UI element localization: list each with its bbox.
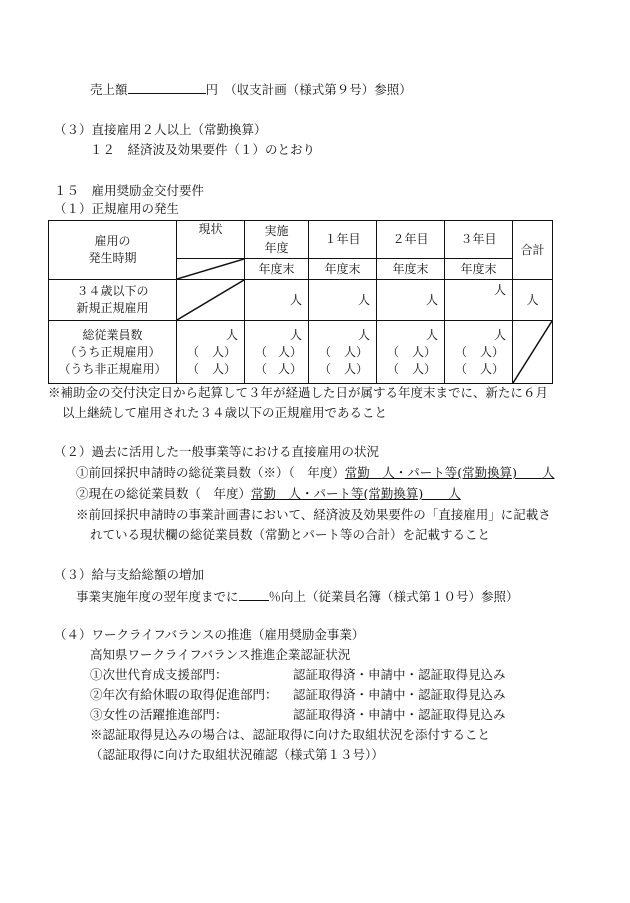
new-regular-impl: 人 xyxy=(245,280,309,321)
header-impl-year: 実施 年度 xyxy=(245,221,309,259)
regular-employment-heading: （１）正規雇用の発生 xyxy=(54,201,180,216)
wlb-item1-status: 認証取得済・申請中・認証取得見込み xyxy=(293,667,506,682)
past-employment-item1: ①前回採択申請時の総従業員数（※）（ 年度）常勤 人・パート等(常勤換算) 人 xyxy=(76,465,555,480)
employment-table xyxy=(48,220,553,384)
sales-suffix: 円 （収支計画（様式第９号）参照） xyxy=(205,82,412,97)
past-employment-heading: （２）過去に活用した一般事業等における直接雇用の状況 xyxy=(54,444,380,459)
total-employees-label: 総従業員数 xyxy=(82,327,143,342)
employees-y2: 人 （ 人） （ 人） xyxy=(377,321,445,384)
past-employment-note-1: ※前回採択申請時の事業計画書において、経済波及効果要件の「直接雇用」に記載さ xyxy=(76,507,551,522)
header-current-slash xyxy=(177,259,245,280)
direct-employment-note: １２ 経済波及効果要件（１）のとおり xyxy=(90,142,316,157)
employees-y3: 人 （ 人） （ 人） xyxy=(445,321,513,384)
direct-employment-heading: （３）直接雇用２人以上（常勤換算） xyxy=(54,122,267,137)
section-15-heading: １５ 雇用奨励金交付要件 xyxy=(54,183,205,198)
wlb-heading: （４）ワークライフバランスの推進（雇用奨励金事業） xyxy=(54,627,365,642)
sales-label: 売上額 xyxy=(90,82,128,97)
new-regular-y3: 人 xyxy=(445,280,513,321)
table-footnote-1: ※補助金の交付決定日から起算して３年が経過した日が属する年度末までに、新たに６月 xyxy=(48,385,549,400)
wlb-note-2: （認証取得に向けた取組状況確認（様式第１３号）） xyxy=(90,747,384,762)
new-regular-y2: 人 xyxy=(377,280,445,321)
header-period: 雇用の 発生時期 xyxy=(49,221,177,280)
wage-percent-blank xyxy=(239,587,269,601)
header-total: 合計 xyxy=(513,221,553,280)
header-year3: ３年目 xyxy=(445,221,513,259)
new-regular-total: 人 xyxy=(513,280,553,321)
sales-blank xyxy=(128,80,206,94)
wlb-item3-status: 認証取得済・申請中・認証取得見込み xyxy=(293,707,506,722)
header-year1: １年目 xyxy=(309,221,377,259)
employees-current-total: 人 xyxy=(225,327,238,342)
row-employees-label xyxy=(49,321,177,384)
wlb-certification-title: 高知県ワークライフバランス推進企業認証状況 xyxy=(90,647,351,662)
wage-heading: （３）給与支給総額の増加 xyxy=(54,567,205,582)
past-employment-item2: ②現在の総従業員数（ 年度）常勤 人・パート等(常勤換算) 人 xyxy=(76,486,461,501)
row-new-regular-current-slash xyxy=(177,280,245,321)
header-year2: ２年目 xyxy=(377,221,445,259)
wlb-item1-label: ①次世代育成支援部門： xyxy=(90,667,228,682)
fyend-y2: 年度末 xyxy=(377,259,445,280)
wlb-note-1: ※認証取得見込みの場合は、認証取得に向けた取組状況を添付すること xyxy=(90,727,491,742)
sales-line xyxy=(90,80,412,98)
fyend-y1: 年度末 xyxy=(309,259,377,280)
fyend-impl: 年度末 xyxy=(245,259,309,280)
employees-current xyxy=(177,321,245,384)
wlb-item2-status: 認証取得済・申請中・認証取得見込み xyxy=(293,687,506,702)
employees-current-nonregular: （ 人） xyxy=(187,361,236,376)
fyend-y3: 年度末 xyxy=(445,259,513,280)
new-regular-y1: 人 xyxy=(309,280,377,321)
employees-total-slash xyxy=(513,321,553,384)
employees-y1: 人 （ 人） （ 人） xyxy=(309,321,377,384)
employees-current-regular: （ 人） xyxy=(187,344,236,359)
wage-line: 事業実施年度の翌年度までに ％向上（従業員名簿（様式第１０号）参照） xyxy=(76,589,519,604)
table-footnote-2: 以上継続して雇用された３４歳以下の正規雇用であること xyxy=(62,405,388,420)
wlb-item2-label: ②年次有給休暇の取得促進部門： xyxy=(90,687,278,702)
row-new-regular-label: ３４歳以下の 新規正規雇用 xyxy=(49,280,177,321)
past-employment-note-2: れている現状欄の総従業員数（常勤とパート等の合計）を記載すること xyxy=(90,527,491,542)
header-current: 現状 xyxy=(177,221,245,259)
regular-employees-label: （うち正規雇用） xyxy=(64,344,161,359)
wlb-item3-label: ③女性の活躍推進部門： xyxy=(90,707,228,722)
non-regular-employees-label: （うち非正規雇用） xyxy=(58,361,167,376)
employees-impl: 人 （ 人） （ 人） xyxy=(245,321,309,384)
